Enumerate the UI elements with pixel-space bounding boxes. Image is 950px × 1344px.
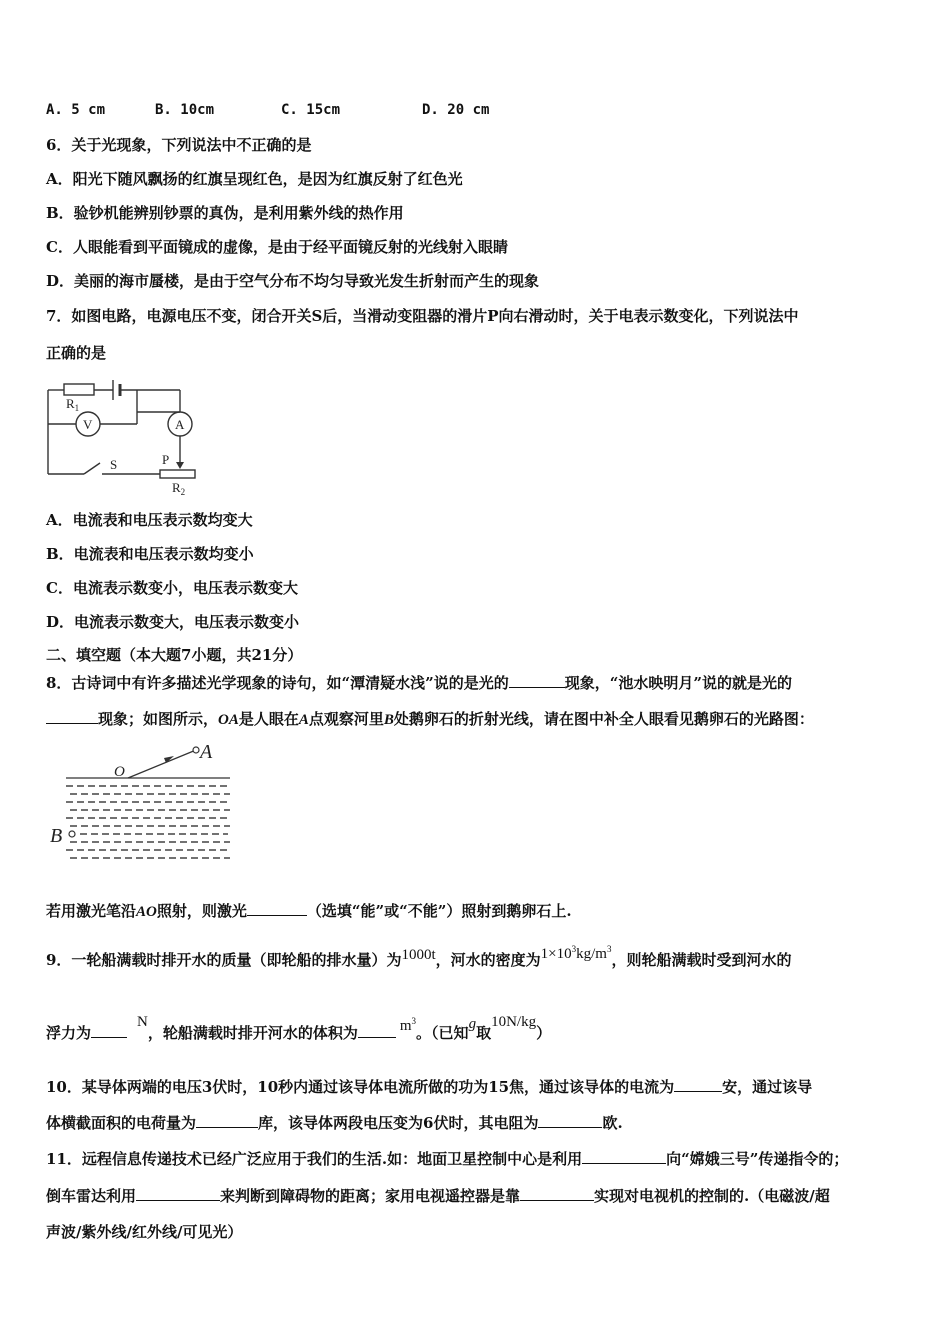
q5-option-d: D. 20 cm bbox=[422, 102, 490, 118]
label-o: O bbox=[114, 764, 125, 780]
q5-option-a: A. 5 cm bbox=[46, 102, 106, 118]
label-a: A bbox=[175, 417, 185, 432]
q8-line3: 若用激光笔沿AO照射，则激光 （选填“能”或“不能”）照射到鹅卵石上. bbox=[46, 902, 572, 920]
point-b bbox=[69, 831, 75, 837]
label-s: S bbox=[110, 457, 118, 472]
label-r1: $R_1$ bbox=[66, 396, 80, 413]
point-a bbox=[193, 747, 199, 753]
q8-line1: 8．古诗词中有许多描述光学现象的诗句，如“潭清疑水浅”说的是光的 现象，“池水映明月”说的就是光的 bbox=[46, 674, 792, 692]
q11-line1: 11．远程信息传递技术已经广泛应用于我们的生活.如：地面卫星控制中心是利用 向“嫦娥三号”传递指令的； bbox=[46, 1150, 849, 1168]
q10-line2: 体横截面积的电荷量为 库，该导体两段电压变为6伏时，其电阻为 欧. bbox=[46, 1114, 623, 1132]
q6-stem: 6．关于光现象，下列说法中不正确的是 bbox=[46, 136, 312, 154]
q6-option-c: C．人眼能看到平面镜成的虚像，是由于经平面镜反射的光线射入眼睛 bbox=[46, 238, 508, 256]
q6-option-d: D．美丽的海市蜃楼，是由于空气分布不均匀导致光发生折射而产生的现象 bbox=[46, 272, 540, 290]
q5-option-c: C. 15cm bbox=[281, 102, 341, 118]
q6-option-a: A．阳光下随风飘扬的红旗呈现红色，是因为红旗反射了红色光 bbox=[46, 170, 463, 188]
q6-option-b: B．验钞机能辨别钞票的真伪，是利用紫外线的热作用 bbox=[46, 204, 404, 222]
q8-line2: 现象；如图所示，OA是人眼在A点观察河里B处鹅卵石的折射光线，请在图中补全人眼看见鹅卵石的光路图： bbox=[46, 709, 814, 730]
q11-line2: 倒车雷达利用 来判断到障碍物的距离；家用电视遥控器是靠 实现对电视机的控制的.（电磁波/超 bbox=[46, 1187, 830, 1205]
label-a: A bbox=[200, 741, 213, 763]
switch-s bbox=[84, 463, 100, 474]
q10-line1: 10．某导体两端的电压3伏时，10秒内通过该导体电流所做的功为15焦，通过该导体的电流为 安，通过该导 bbox=[46, 1078, 813, 1096]
section2-title: 二、填空题（本大题7小题，共21分） bbox=[46, 646, 303, 664]
q11-line3: 声波/紫外线/红外线/可见光） bbox=[46, 1223, 243, 1241]
q7-option-b: B．电流表和电压表示数均变小 bbox=[46, 545, 254, 563]
q8-refraction-diagram bbox=[48, 738, 233, 870]
q7-option-d: D．电流表示数变大，电压表示数变小 bbox=[46, 613, 300, 631]
q7-stem-line1: 7．如图电路，电源电压不变，闭合开关S后，当滑动变阻器的滑片P向右滑动时，关于电表示数变化，下列说法中 bbox=[46, 307, 799, 325]
q9-line2: 浮力为N，轮船满载时排开河水的体积为 $m^3$。（已知g取10N/kg） bbox=[46, 1014, 552, 1042]
rheostat-r2 bbox=[160, 470, 195, 478]
label-v: V bbox=[83, 417, 93, 432]
label-b: B bbox=[50, 825, 63, 847]
ray-oa bbox=[128, 750, 196, 778]
q7-option-c: C．电流表示数变小，电压表示数变大 bbox=[46, 579, 298, 597]
label-p: P bbox=[162, 452, 170, 467]
q7-circuit-diagram bbox=[40, 372, 210, 498]
q5-option-b: B. 10cm bbox=[155, 102, 215, 118]
resistor-r1 bbox=[64, 384, 94, 395]
q7-stem-line2: 正确的是 bbox=[46, 344, 107, 362]
q9-line1: 9．一轮船满载时排开水的质量（即轮船的排水量）为1000t，河水的密度为$1\times 10^3kg/m^3$，则轮船满载时受到河水的 bbox=[46, 944, 792, 969]
q7-option-a: A．电流表和电压表示数均变大 bbox=[46, 511, 253, 529]
label-r2: $R_2$ bbox=[172, 480, 186, 497]
slider-p-arrow bbox=[176, 462, 184, 469]
